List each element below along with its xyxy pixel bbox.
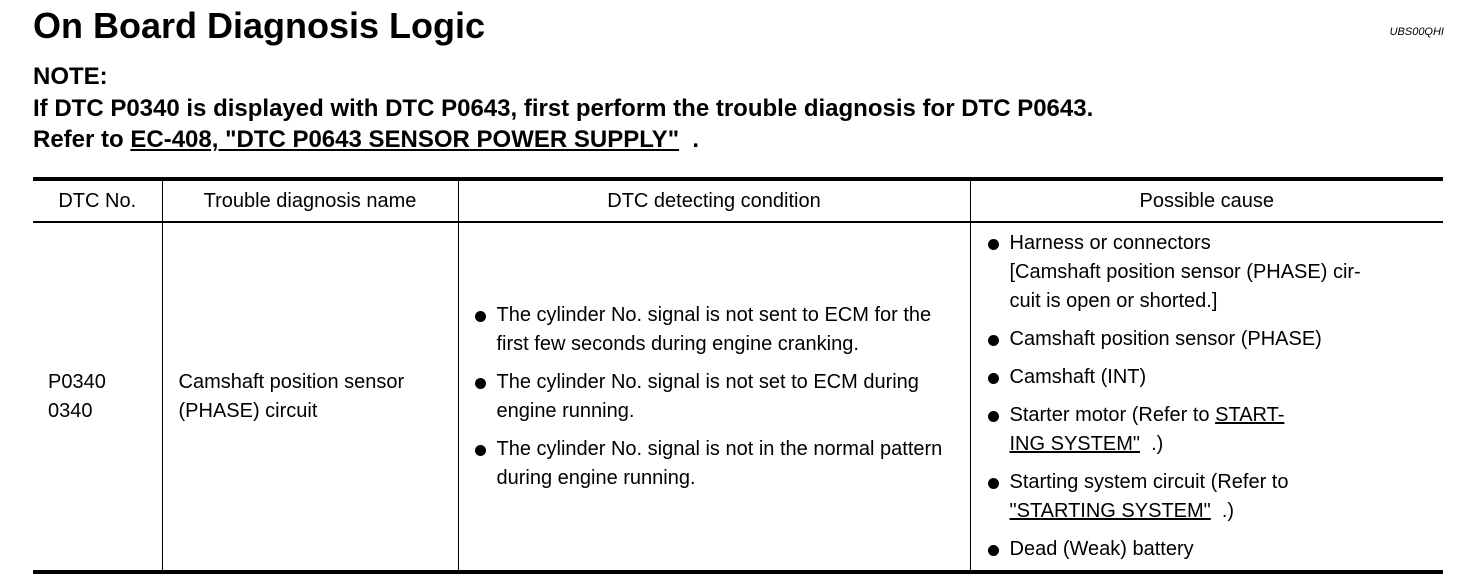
cell-dtc-detecting-condition <box>458 222 970 572</box>
condition-item: The cylinder No. signal is not in the normal pattern during engine running. <box>474 435 952 493</box>
note-label: NOTE: <box>33 63 108 90</box>
diagnosis-name-line: (PHASE) circuit <box>178 399 318 422</box>
cell-trouble-diagnosis-name <box>162 222 458 572</box>
bullet-icon <box>988 335 999 346</box>
cause-list <box>987 229 1432 564</box>
bullet-icon <box>988 373 999 384</box>
note-reference-suffix: . <box>679 126 700 153</box>
cause-item-starting-circuit: Starting system circuit (Refer to "STARTING SYSTEM" .) <box>987 468 1432 526</box>
starting-system-link[interactable]: START- <box>1215 404 1285 426</box>
note-reference <box>33 124 1093 156</box>
bullet-icon <box>475 445 486 456</box>
cause-item-camshaft: Camshaft (INT) <box>987 363 1432 392</box>
diagnosis-table <box>33 177 1443 574</box>
document-code: UBS00QHI <box>1389 26 1444 38</box>
note-block <box>33 61 1093 156</box>
header-possible-cause: Possible cause <box>970 179 1443 222</box>
reference-link-ec-408[interactable]: EC-408, "DTC P0643 SENSOR POWER SUPPLY" <box>130 126 680 153</box>
table-row <box>33 222 1443 572</box>
condition-item: The cylinder No. signal is not sent to ECM for the first few seconds during engine cranking. <box>474 301 952 359</box>
header-dtc-no: DTC No. <box>33 179 162 222</box>
note-reference-prefix: Refer to <box>33 126 131 153</box>
condition-list <box>474 301 952 493</box>
header-trouble-diagnosis-name: Trouble diagnosis name <box>162 179 458 222</box>
starting-system-link-2[interactable]: "STARTING SYSTEM" <box>1009 500 1211 522</box>
cell-possible-cause <box>970 222 1443 572</box>
cause-item-starter-motor: Starter motor (Refer to START- ING SYSTEM" .) <box>987 401 1432 459</box>
bullet-icon <box>988 411 999 422</box>
bullet-icon <box>988 239 999 250</box>
cause-item-sensor: Camshaft position sensor (PHASE) <box>987 325 1432 354</box>
bullet-icon <box>988 478 999 489</box>
page-title: On Board Diagnosis Logic <box>33 5 486 46</box>
cause-item-harness: Harness or connectors [Camshaft position sensor (PHASE) cir- cuit is open or shorted.] <box>987 229 1432 316</box>
bullet-icon <box>988 545 999 556</box>
starting-system-link-continued[interactable]: ING SYSTEM" <box>1009 433 1140 455</box>
diagnosis-name-line: Camshaft position sensor <box>178 370 405 393</box>
cause-item-battery: Dead (Weak) battery <box>987 535 1432 564</box>
condition-item: The cylinder No. signal is not set to ECM during engine running. <box>474 368 952 426</box>
header-dtc-detecting-condition: DTC detecting condition <box>458 179 970 222</box>
dtc-code-short: 0340 <box>48 399 93 422</box>
bullet-icon <box>475 311 486 322</box>
dtc-code: P0340 <box>48 370 106 393</box>
cell-dtc-no <box>33 222 162 572</box>
note-text: If DTC P0340 is displayed with DTC P0643, first perform the trouble diagnosis for DTC P0643. <box>33 94 1094 122</box>
bullet-icon <box>475 378 486 389</box>
table-header-row <box>33 179 1443 222</box>
